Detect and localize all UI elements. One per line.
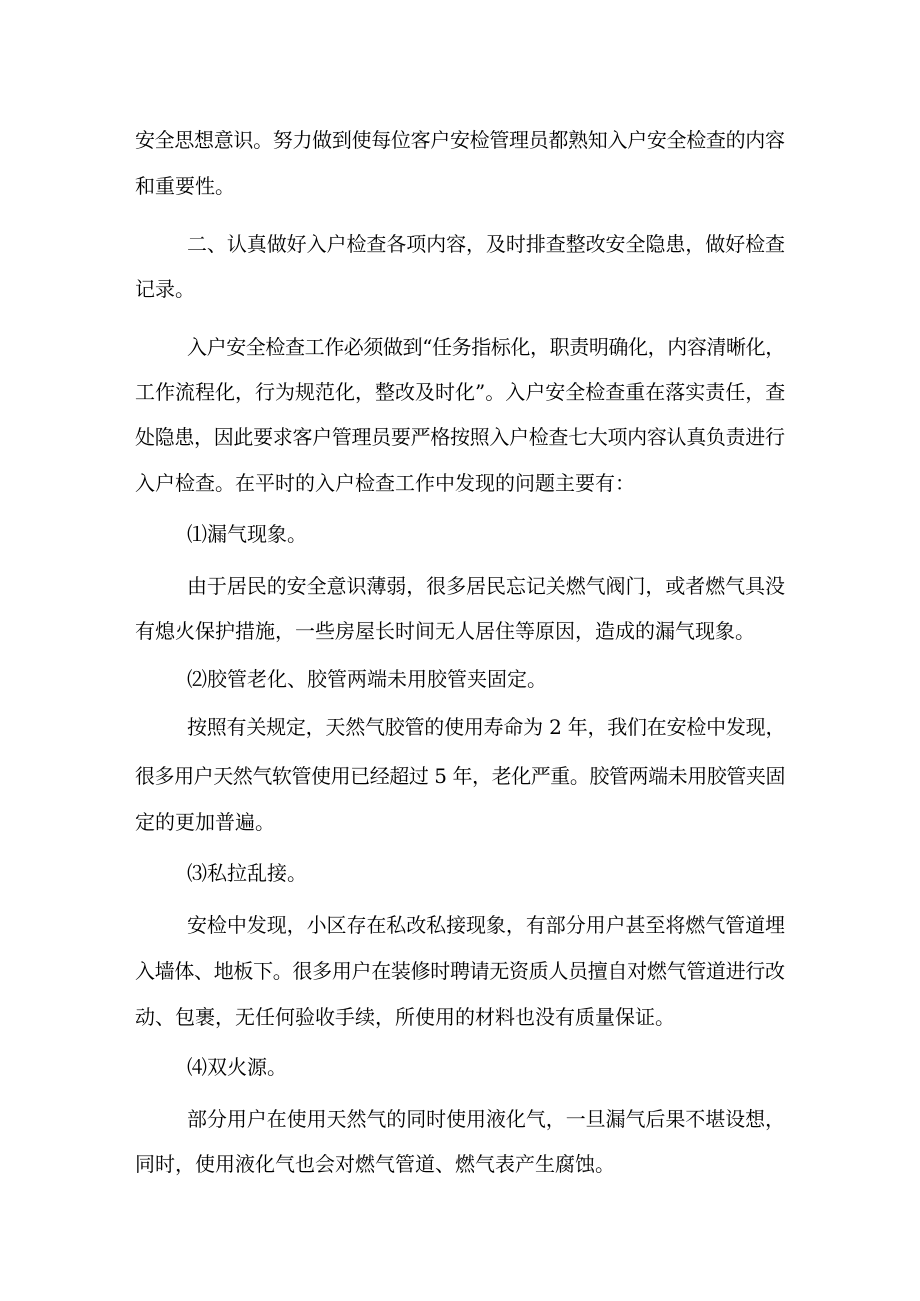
- text-line: 按照有关规定，天然气胶管的使用寿命为 2 年，我们在安检中发现，: [187, 715, 786, 739]
- section-heading: 二、认真做好入户检查各项内容，及时排查整改安全隐患，做好检查: [187, 232, 785, 256]
- text-line: 工作流程化，行为规范化，整改及时化”。入户安全检查重在落实责任，查: [135, 380, 786, 404]
- text-line: 入户检查。在平时的入户检查工作中发现的问题主要有：: [135, 471, 635, 495]
- text-line: 由于居民的安全意识薄弱，很多居民忘记关燃气阀门，或者燃气具没: [187, 574, 785, 598]
- text-line: 和重要性。: [135, 174, 235, 198]
- text-line: 很多用户天然气软管使用已经超过 5 年，老化严重。胶管两端未用胶管夹固: [135, 764, 785, 788]
- text-line: 安检中发现，小区存在私改私接现象，有部分用户甚至将燃气管道埋: [187, 913, 785, 937]
- text-line: 记录。: [135, 277, 195, 301]
- text-line: 部分用户在使用天然气的同时使用液化气，一旦漏气后果不堪设想，: [187, 1107, 785, 1131]
- text-line: 动、包裹，无任何验收手续，所使用的材料也没有质量保证。: [135, 1005, 675, 1029]
- list-item-heading: ⑷双火源。: [187, 1055, 287, 1079]
- text-line: 定的更加普遍。: [135, 810, 275, 834]
- text-line: 安全思想意识。努力做到使每位客户安检管理员都熟知入户安全检查的内容: [135, 128, 785, 152]
- list-item-heading: ⑴漏气现象。: [187, 522, 307, 546]
- text-line: 入户安全检查工作必须做到“任务指标化，职责明确化，内容清晰化，: [187, 335, 785, 359]
- text-line: 入墙体、地板下。很多用户在装修时聘请无资质人员擅自对燃气管道进行改: [135, 959, 785, 983]
- text-line: 同时，使用液化气也会对燃气管道、燃气表产生腐蚀。: [135, 1152, 615, 1176]
- list-item-heading: ⑵胶管老化、胶管两端未用胶管夹固定。: [187, 667, 547, 691]
- text-line: 有熄火保护措施，一些房屋长时间无人居住等原因，造成的漏气现象。: [135, 619, 755, 643]
- text-line: 处隐患，因此要求客户管理员要严格按照入户检查七大项内容认真负责进行: [135, 425, 785, 449]
- list-item-heading: ⑶私拉乱接。: [187, 861, 307, 885]
